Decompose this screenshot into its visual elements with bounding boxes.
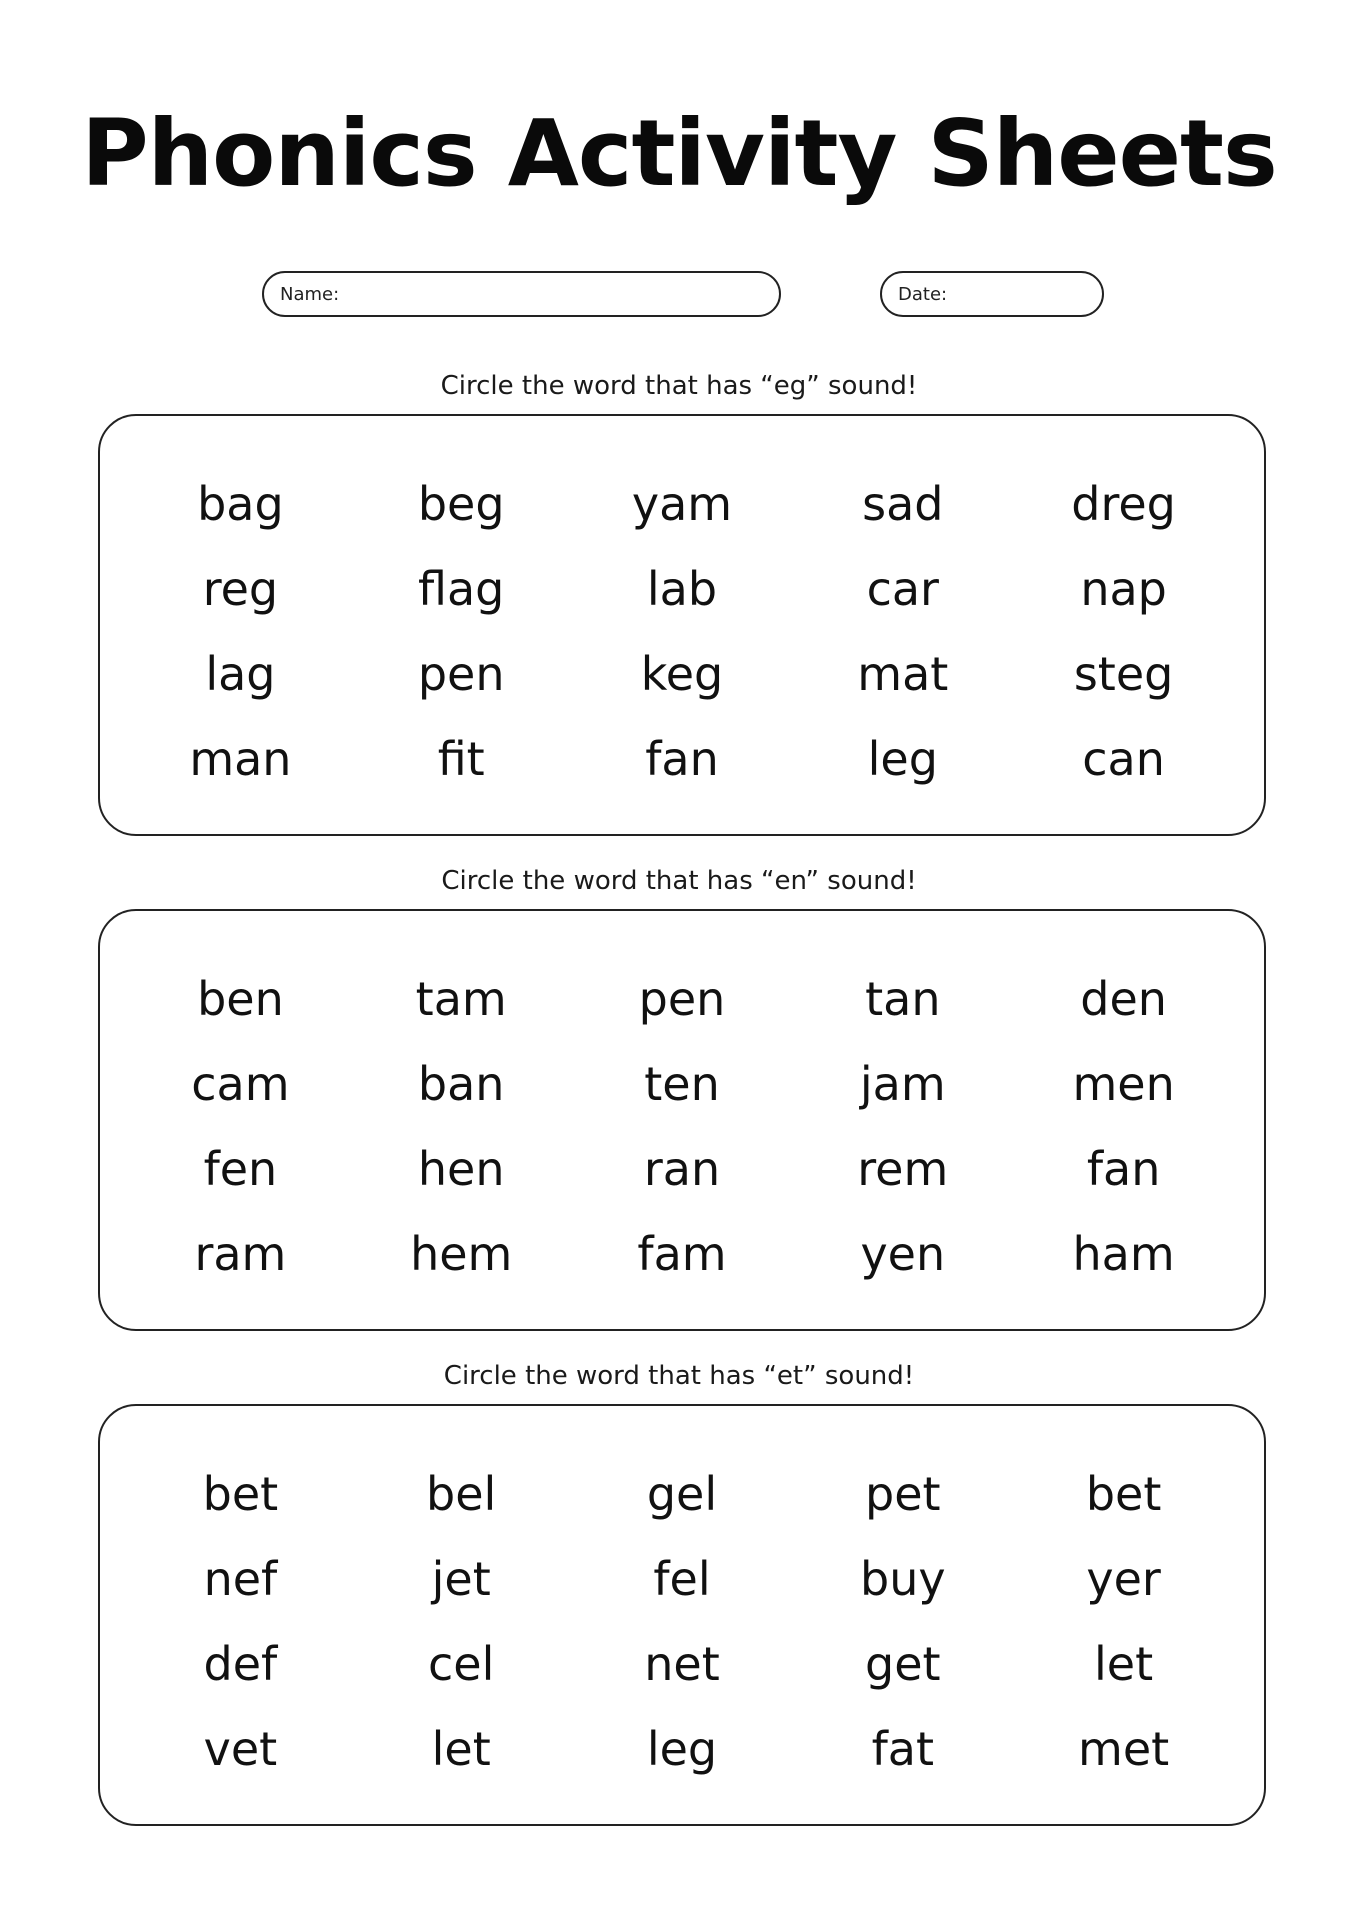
word-option[interactable]: hen <box>417 1142 505 1196</box>
word-option[interactable]: keg <box>640 647 724 701</box>
word-option[interactable]: pen <box>417 647 505 701</box>
word-option[interactable]: flag <box>418 562 505 616</box>
word-option[interactable]: net <box>644 1637 720 1691</box>
word-option[interactable]: def <box>203 1637 278 1691</box>
word-option[interactable]: fan <box>1086 1142 1161 1196</box>
word-option[interactable]: fam <box>637 1227 727 1281</box>
word-option[interactable]: ham <box>1072 1227 1175 1281</box>
word-option[interactable]: buy <box>860 1552 946 1606</box>
word-option[interactable]: ban <box>417 1057 505 1111</box>
word-option[interactable]: beg <box>417 477 505 531</box>
word-option[interactable]: sad <box>862 477 944 531</box>
word-option[interactable]: rem <box>857 1142 949 1196</box>
word-option[interactable]: get <box>865 1637 941 1691</box>
word-option[interactable]: mat <box>857 647 949 701</box>
word-option[interactable]: hem <box>410 1227 513 1281</box>
word-option[interactable]: cel <box>428 1637 495 1691</box>
word-option[interactable]: fan <box>645 732 719 786</box>
word-option[interactable]: fel <box>653 1552 711 1606</box>
word-option[interactable]: reg <box>202 562 279 616</box>
word-option[interactable]: yer <box>1086 1552 1161 1606</box>
word-option[interactable]: jam <box>859 1057 946 1111</box>
date-label: Date: <box>898 283 948 305</box>
section-1-instruction: Circle the word that has “eg” sound! <box>440 371 918 401</box>
word-option[interactable]: leg <box>646 1722 718 1776</box>
word-option[interactable]: ram <box>194 1227 287 1281</box>
word-option[interactable]: man <box>189 732 292 786</box>
word-option[interactable]: bag <box>197 477 284 531</box>
word-option[interactable]: gel <box>646 1467 718 1521</box>
name-label: Name: <box>280 283 340 305</box>
word-option[interactable]: let <box>431 1722 491 1776</box>
section-1-word-grid <box>100 462 1264 802</box>
word-option[interactable]: met <box>1078 1722 1170 1776</box>
word-option[interactable]: bet <box>202 1467 279 1521</box>
word-option[interactable]: tam <box>415 972 507 1026</box>
word-option[interactable]: lab <box>646 562 718 616</box>
word-option[interactable]: nap <box>1080 562 1167 616</box>
section-3-instruction: Circle the word that has “et” sound! <box>443 1361 915 1391</box>
page-title: Phonics Activity Sheets <box>81 100 1277 207</box>
name-field[interactable] <box>262 271 781 317</box>
word-option[interactable]: steg <box>1073 647 1174 701</box>
word-option[interactable]: cam <box>191 1057 290 1111</box>
word-option[interactable]: yam <box>631 477 733 531</box>
word-option[interactable]: lag <box>205 647 276 701</box>
word-option[interactable]: nef <box>203 1552 278 1606</box>
word-option[interactable]: ran <box>643 1142 721 1196</box>
section-2-instruction: Circle the word that has “en” sound! <box>441 866 917 896</box>
word-option[interactable]: car <box>866 562 939 616</box>
word-option[interactable]: ben <box>197 972 284 1026</box>
word-option[interactable]: den <box>1080 972 1167 1026</box>
word-option[interactable]: vet <box>203 1722 278 1776</box>
word-option[interactable]: men <box>1072 1057 1175 1111</box>
word-option[interactable]: can <box>1082 732 1165 786</box>
word-option[interactable]: pen <box>638 972 726 1026</box>
word-option[interactable]: tan <box>865 972 941 1026</box>
word-option[interactable]: fat <box>871 1722 934 1776</box>
section-1-panel <box>98 414 1266 836</box>
word-option[interactable]: fit <box>437 732 485 786</box>
word-option[interactable]: bel <box>426 1467 497 1521</box>
word-option[interactable]: dreg <box>1071 477 1176 531</box>
word-option[interactable]: bet <box>1085 1467 1162 1521</box>
word-option[interactable]: ten <box>644 1057 720 1111</box>
word-option[interactable]: fen <box>203 1142 278 1196</box>
word-option[interactable]: yen <box>860 1227 946 1281</box>
date-field[interactable] <box>880 271 1104 317</box>
word-option[interactable]: pet <box>865 1467 941 1521</box>
section-3-panel <box>98 1404 1266 1826</box>
section-3-word-grid <box>100 1452 1264 1792</box>
word-option[interactable]: let <box>1094 1637 1154 1691</box>
word-option[interactable]: leg <box>867 732 938 786</box>
section-2-panel <box>98 909 1266 1331</box>
section-2-word-grid <box>100 957 1264 1297</box>
word-option[interactable]: jet <box>431 1552 491 1606</box>
